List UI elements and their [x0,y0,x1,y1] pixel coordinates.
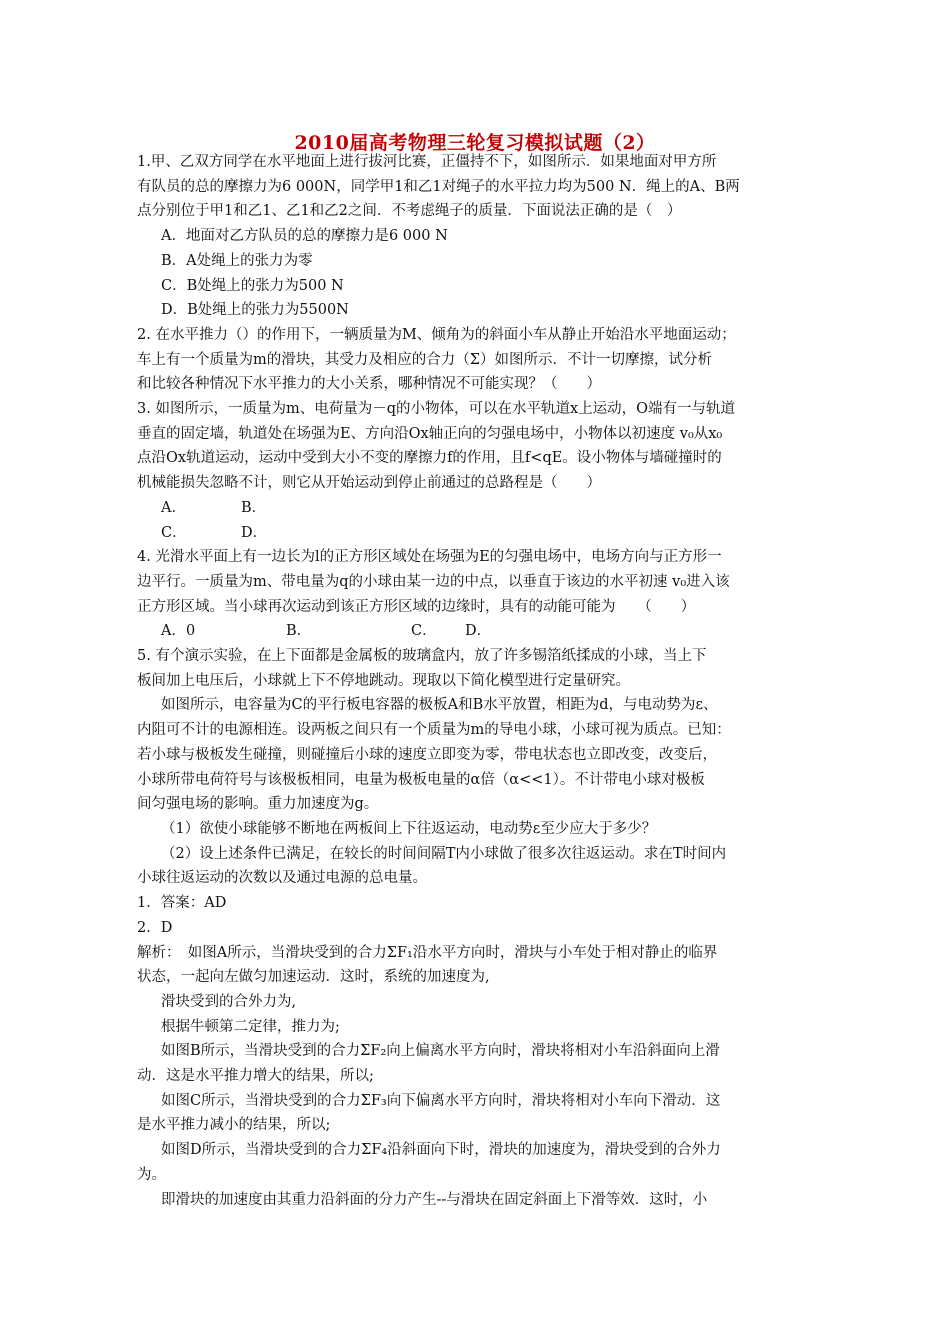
q3-options-row-1 [137,496,817,521]
q3-line-1: 3. 如图所示，一质量为m、电荷量为－q的小物体，可以在水平轨道x上运动，O端有一与轨道 [137,401,736,418]
analysis-line-3: 滑块受到的合外力为, [161,993,297,1010]
q3-options-row-2 [137,521,817,546]
q4-option-a: A．0 [161,623,196,640]
q4-options-row [137,619,817,644]
q3-option-d: D． [241,524,268,541]
answer-2: 2．D [137,919,173,936]
q5-line-1: 5. 有个演示实验，在上下面都是金属板的玻璃盒内，放了许多锡箔纸揉成的小球，当上下 [137,648,707,665]
analysis-line-9: 如图D所示，当滑块受到的合力ΣF₄沿斜面向下时，滑块的加速度为，滑块受到的合外力 [161,1142,721,1159]
analysis-line-6: 动．这是水平推力增大的结果，所以; [137,1068,374,1085]
q3-line-3: 点沿Ox轨道运动，运动中受到大小不变的摩擦力f的作用，且f<qE。设小物体与墙碰撞时的 [137,450,722,467]
analysis-line-8: 是水平推力减小的结果，所以; [137,1117,331,1134]
q5-subquestion-1: （1）欲使小球能够不断地在两板间上下往返运动，电动势ε至少应大于多少？ [161,820,657,837]
q2-line-2: 车上有一个质量为m的滑块，其受力及相应的合力（Σ）如图所示．不计一切摩擦，试分析 [137,351,712,368]
q3-option-a: A． [161,499,186,516]
q4-line-1: 4. 光滑水平面上有一边长为l的正方形区域处在场强为E的匀强电场中，电场方向与正方形一 [137,549,722,566]
q4-line-3: 正方形区域。当小球再次运动到该正方形区域的边缘时，具有的动能可能为 （ ） [137,598,696,615]
analysis-line-1: 解析： 如图A所示，当滑块受到的合力ΣF₁沿水平方向时，滑块与小车处于相对静止的临界 [137,944,718,961]
analysis-line-7: 如图C所示，当滑块受到的合力ΣF₃向下偏离水平方向时，滑块将相对小车向下滑动．这 [161,1092,721,1109]
q2-line-1: 2. 在水平推力（）的作用下，一辆质量为M、倾角为的斜面小车从静止开始沿水平地面运动； [137,326,736,343]
q4-option-b: B． [286,623,312,640]
q5-line-5: 若小球与极板发生碰撞，则碰撞后小球的速度立即变为零，带电状态也立即改变，改变后， [137,746,717,763]
q1-stem-line-2: 有队员的总的摩擦力为6 000N，同学甲1和乙1对绳子的水平拉力均为500 N．绳上的A、B两 [137,178,740,195]
analysis-line-2: 状态，一起向左做匀加速运动．这时，系统的加速度为, [137,969,490,986]
q4-option-c: C． [411,623,437,640]
q1-stem-line-1: 1.甲、乙双方同学在水平地面上进行拔河比赛，正僵持不下，如图所示．如果地面对甲方所 [137,154,717,170]
analysis-line-4: 根据牛顿第二定律，推力为; [161,1018,340,1035]
q5-subquestion-2-line-2: 小球往返运动的次数以及通过电源的总电量。 [137,870,427,887]
q1-option-a: A．地面对乙方队员的总的摩擦力是6 000 N [161,228,448,245]
q1-option-d: D．B处绳上的张力为5500N [161,302,349,319]
q5-line-2: 板间加上电压后，小球就上下不停地跳动。现取以下简化模型进行定量研究。 [137,672,630,689]
answer-1: 1．答案：AD [137,895,227,912]
analysis-line-5: 如图B所示，当滑块受到的合力ΣF₂向上偏离水平方向时，滑块将相对小车沿斜面向上滑 [161,1043,720,1060]
analysis-line-11: 即滑块的加速度由其重力沿斜面的分力产生--与滑块在固定斜面上下滑等效．这时，小 [161,1191,708,1208]
q4-line-2: 边平行。一质量为m、带电量为q的小球由某一边的中点，以垂直于该边的水平初速 v₀进入该 [137,573,730,590]
q4-option-d: D． [465,623,492,640]
q1-stem-line-3: 点分别位于甲1和乙1、乙1和乙2之间．不考虑绳子的质量．下面说法正确的是（ ） [137,203,682,220]
q1-option-b: B．A处绳上的张力为零 [161,252,313,269]
page-title: 2010届高考物理三轮复习模拟试题（2） [294,132,656,154]
q5-line-4: 内阻可不计的电源相连。设两板之间只有一个质量为m的导电小球，小球可视为质点。已知： [137,722,731,739]
q3-option-b: B． [241,499,267,516]
q3-line-2: 垂直的固定墙，轨道处在场强为E、方向沿Ox轴正向的匀强电场中，小物体以初速度 v₀从x₀ [137,425,723,442]
q1-option-c: C．B处绳上的张力为500 N [161,277,344,294]
q3-line-4: 机械能损失忽略不计，则它从开始运动到停止前通过的总路程是（ ） [137,475,601,492]
q5-line-6: 小球所带电荷符号与该极板相同，电量为极板电量的α倍（α<<1）。不计带电小球对极板 [137,771,705,788]
q5-line-3: 如图所示，电容量为C的平行板电容器的极板A和B水平放置，相距为d，与电动势为ε、 [161,697,718,714]
q3-option-c: C． [161,524,187,541]
q5-subquestion-2-line-1: （2）设上述条件已满足，在较长的时间间隔T内小球做了很多次往返运动。求在T时间内 [161,845,727,862]
q5-line-7: 间匀强电场的影响。重力加速度为g。 [137,796,379,813]
analysis-line-10: 为。 [137,1166,166,1183]
document-body [137,150,817,1212]
q2-line-3: 和比较各种情况下水平推力的大小关系，哪种情况不可能实现？（ ） [137,376,601,393]
